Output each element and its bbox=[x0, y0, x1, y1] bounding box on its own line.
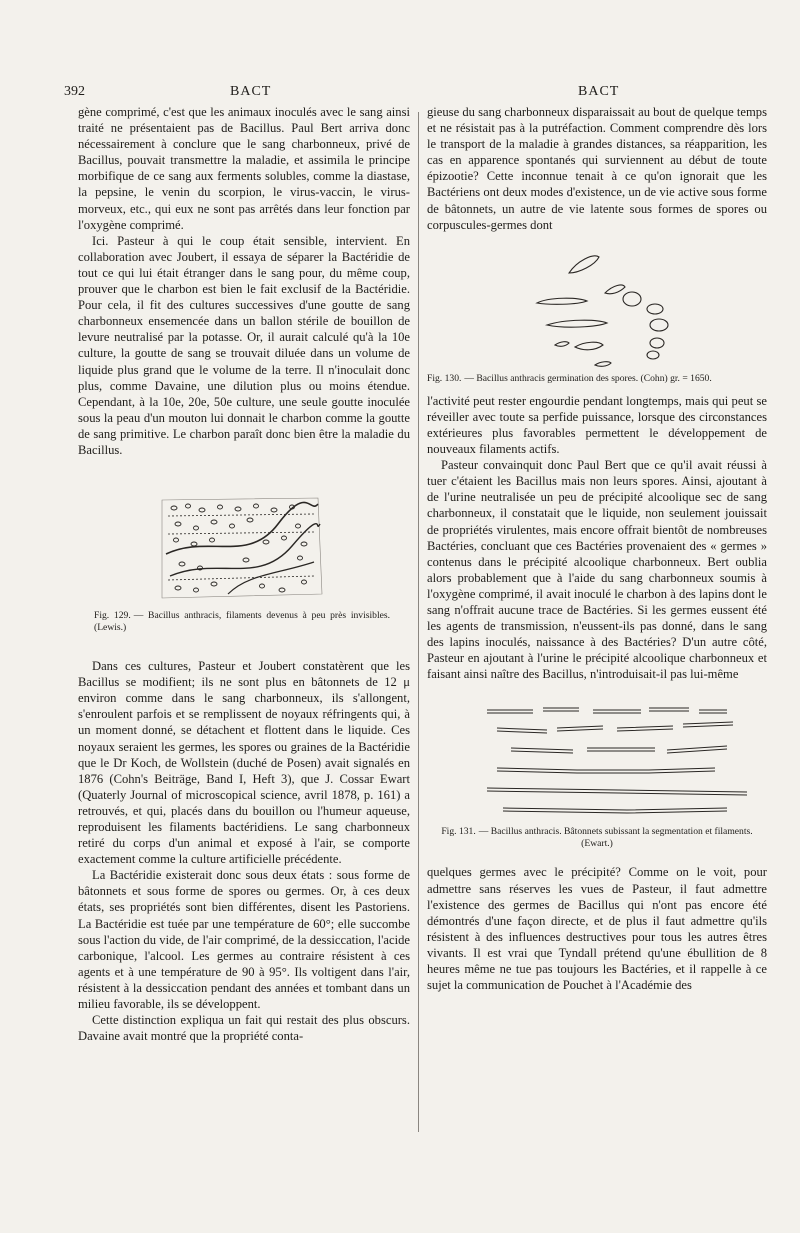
figure-number: Fig. 129. bbox=[94, 610, 131, 622]
figure-130 bbox=[427, 247, 767, 385]
paragraph: l'activité peut rester engourdie pendant longtemps, mais qui peut se réveiller avec toute sa perfide puissance, lorsque des circonstances extérieures plus favorables permettent le développement de nouveaux filaments actifs. bbox=[427, 393, 767, 457]
running-title-left: BACT bbox=[230, 84, 272, 99]
figure-131-illustration bbox=[427, 700, 767, 820]
figure-number: Fig. 131. bbox=[441, 826, 476, 838]
right-column bbox=[427, 104, 767, 993]
figure-129-illustration bbox=[78, 494, 410, 606]
paragraph: gène comprimé, c'est que les animaux inoculés avec le sang ainsi traité ne présentaient pas de Bacillus. Paul Bert arriva donc nécessairement à conclure que le sang charbonneux, privé de Bacillus, pouvait transmettre la maladie, et assimila le principe morbifique de ce sang aux ferments solubles, comme la diastase, la pepsine, le venin du scorpion, le virus-vaccin, le virus-morveux, etc., qui eux ne sont pas arrêtés dans leur fonction par l'oxygène comprimé. bbox=[78, 105, 410, 232]
paragraph: Cette distinction expliqua un fait qui restait des plus obscurs. Davaine avait montré que la propriété conta- bbox=[78, 1013, 410, 1044]
figure-131 bbox=[427, 700, 767, 850]
running-header bbox=[0, 84, 800, 106]
running-title-right: BACT bbox=[578, 84, 620, 99]
column-rule bbox=[418, 112, 419, 1132]
figure-129-caption bbox=[78, 610, 410, 634]
paragraph: quelques germes avec le précipité? Comme on le voit, pour admettre sans réserves les vues de Pasteur, il faut admettre l'existence des germes de Bacillus qui n'ont pas encore été démontrés d'une façon directe, et de plus il faut admettre qu'ils résistent à des influences destructives pour tous les autres êtres vivants. Il est vrai que Tyndall prétend qu'une ébullition de 8 heures même ne tue pas toujours les Bactéries, et il rappelle à ce sujet la communication de Pouchet à l'Académie des bbox=[427, 865, 767, 993]
page-number: 392 bbox=[64, 84, 85, 99]
figure-129 bbox=[78, 494, 410, 634]
caption-text: — Bacillus anthracis germination des spores. (Cohn) gr. = 1650. bbox=[464, 372, 712, 384]
caption-text: — Bacillus anthracis. Bâtonnets subissant la segmentation et filaments. (Ewart.) bbox=[478, 826, 753, 850]
paragraph: La Bactéridie existerait donc sous deux états : sous forme de bâtonnets et sous forme de spores ou germes. Or, à ces deux états, ses propriétés sont bien différentes, disent les Pastoriens. La Bactéridie est tuée par une température de 60°; elle succombe sous l'action du vide, de l'air comprimé, de la dessiccation, l'acide carbonique, l'alcool. Les germes au contraire résistent à ces agents et à une température de 90 à 95°. Ils voltigent dans l'air, résistent à la dessiccation pendant des années et tombant dans un milieu favorable, ils se développent. bbox=[78, 868, 410, 1012]
figure-130-caption bbox=[427, 373, 767, 385]
paragraph: Pasteur convainquit donc Paul Bert que ce qu'il avait réussi à tuer c'étaient les Bacillus mais non leurs spores. Ainsi, ajoutant à de l'urine neutralisée un peu de précipité alcoolique sec de sang charbonneux, il constatait que le liquide, non seulement jouissait de propriétés virulentes, mais encore offrait bientôt de nombreuses Bactéries, concluant que ces Bactéries provenaient des « germes » contenus dans le précipité alcoolique charbonneux. Bert oublia alors probablement que à l'aide du sang charbonneux soumis à l'oxygène comprimé, il avait inoculé le charbon à des lapins dont le sang n'offrait aucune trace de Bactéries. Si les germes eussent été les agents de transmission, n'eussent-ils pas donné, dans le sang des lapins inoculés, naissance à des Bactéries? D'un autre côté, Pasteur en ajoutant à l'urine le précipité alcoolique charbonneux et faisant ainsi naître des Bacillus, n'introduisait-il pas lui-même bbox=[427, 458, 767, 682]
paragraph: Ici. Pasteur à qui le coup était sensible, intervient. En collaboration avec Joubert, il essaya de séparer la Bactéridie de tout ce qui lui était étranger dans le sang pour, du même coup, prouver que le charbon est bien le fait exclusif de la Bactéridie. Pour cela, il fit des cultures successives d'une goutte de sang charbonneux ensemencée dans un ballon stérile de bouillon de levure neutralisé par la potasse. Or, il aurait calculé qu'à la 10e culture, la goutte de sang se trouvait diluée dans un volume de liquide plus grand que le volume de la terre. Il n'inoculait donc plus, comme Davaine, une dilution plus ou moins étendue. Cependant, à la 10e, 20e, 50e culture, une seule goutte inoculée sous la peau d'un mouton lui donnait le charbon comme la goutte de sang primitive. Le charbon paraît donc bien être la maladie du Bacillus. bbox=[78, 233, 410, 457]
caption-text: — Bacillus anthracis, filaments devenus à peu près invisibles. (Lewis.) bbox=[94, 610, 390, 634]
figure-number: Fig. 130. bbox=[427, 372, 462, 384]
figure-131-caption bbox=[427, 826, 767, 850]
paragraph: Dans ces cultures, Pasteur et Joubert constatèrent que les Bacillus se modifient; ils ne sont plus en bâtonnets de 12 μ environ comme dans le sang charbonneux, ils s'allongent, s'enroulent parfois et se remplissent de noyaux réfringents qui, à un moment donné, se détachent et flottent dans le liquide. Ces noyaux seraient les germes, les spores ou graines de la Bactéridie que le Dr Koch, de Wollstein (duché de Posen) avait signalés en 1876 (Cohn's Beiträge, Band I, Heft 3), que J. Cossar Ewart (Quaterly Journal of microscopical science, avril 1878, p. 161) a retrouvés, et qui, placés dans du bouillon ou l'humeur aqueuse, reproduisent les filaments bactéridiens. Le sang charbonneux retiré du corps d'un animal et exposé à l'air, se comporte exactement comme la culture artificielle précédente. bbox=[78, 659, 410, 867]
figure-130-illustration bbox=[427, 247, 767, 371]
paragraph: gieuse du sang charbonneux disparaissait au bout de quelque temps et ne résistait pas à la putréfaction. Comment comprendre dès lors le transport de la maladie à grandes distances, sa réapparition, les cas en apparence spontanés qui surviennent au début de toute épizootie? Cette inconnue tenait à ce qu'on ignorait que les Bactériens ont deux modes d'existence, un de vie active sous forme de bâtonnets, un autre de vie latente sous formes de spores ou corpuscules-germes dont bbox=[427, 105, 767, 232]
left-column bbox=[78, 104, 410, 1044]
